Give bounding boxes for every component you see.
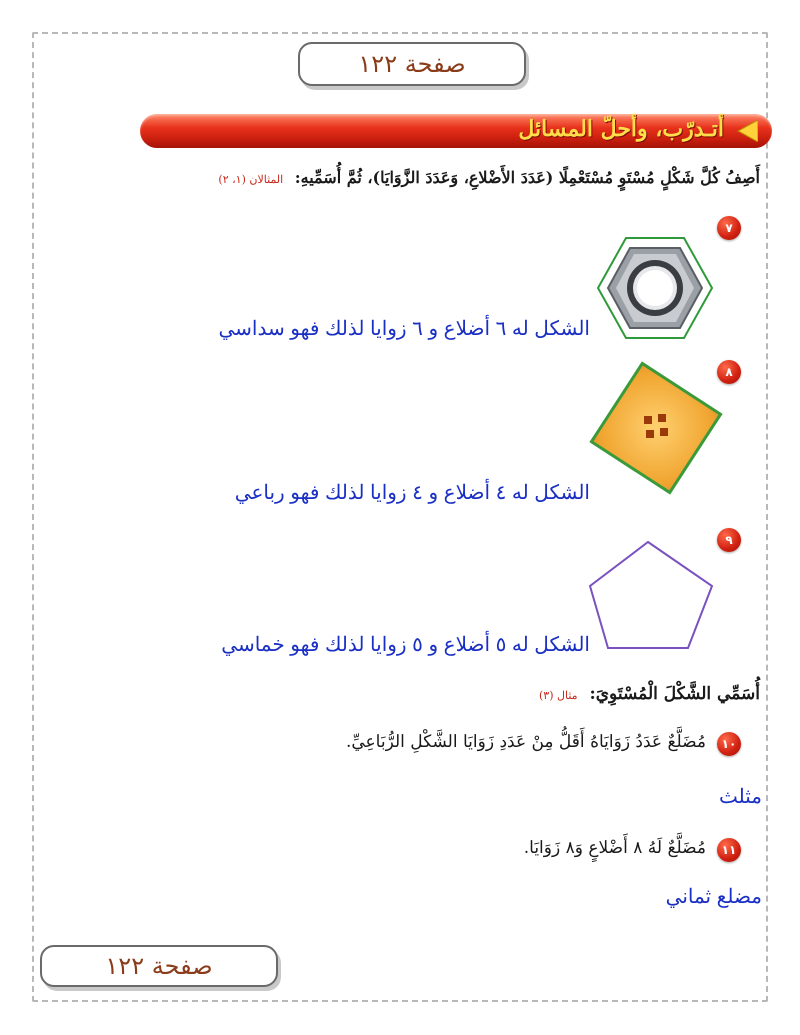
exercise-9-badge: ٩ [717, 528, 741, 552]
page-label-bottom: صفحة ١٢٢ [40, 945, 278, 987]
section-banner [140, 114, 772, 148]
question-11-answer: مضلع ثماني [665, 886, 762, 908]
exercise-9-answer: الشكل له ٥ أضلاع و ٥ زوايا لذلك فهو خماسي [221, 634, 590, 656]
name-section-heading [539, 684, 760, 704]
instruction-reference: المثالان (١، ٢) [218, 173, 284, 186]
name-section-title: أُسَمِّي الشَّكْلَ الْمُسْتَوِيَ: [589, 684, 760, 704]
instruction [40, 168, 760, 187]
question-11-badge: ١١ [717, 838, 741, 862]
question-10-text: مُضَلَّعٌ عَدَدُ زَوَايَاهُ أَقَلُّ مِنْ عَدَدِ زَوَايَا الشَّكْلِ الرُّبَاعِيِّ. [345, 732, 706, 752]
instruction-text: أَصِفُ كُلَّ شَكْلٍ مُسْتَوٍ مُسْتَعْمِلًا (عَدَدَ الأَضْلاعِ، وَعَدَدَ الزَّوَايَا)، ثُمَّ أُسَمِّيهِ: [294, 168, 760, 187]
name-section-reference: مثال (٣) [538, 689, 578, 702]
hex-nut-figure [596, 236, 714, 340]
exercise-7-answer: الشكل له ٦ أضلاع و ٦ زوايا لذلك فهو سداسي [218, 318, 590, 340]
page-label-top: صفحة ١٢٢ [298, 42, 526, 86]
pentagon-figure [588, 540, 718, 650]
question-11-text: مُضَلَّعٌ لَهُ ٨ أَضْلاعٍ وَ٨ زَوَايَا. [523, 838, 706, 858]
exercise-8-badge: ٨ [717, 360, 741, 384]
question-10-badge: ١٠ [717, 732, 741, 756]
section-title: أتـدرّب، وأحلّ المسائل [518, 116, 724, 142]
exercise-8-answer: الشكل له ٤ أضلاع و ٤ زوايا لذلك فهو رباعي [234, 482, 590, 504]
question-10-answer: مثلث [718, 786, 762, 808]
square-tile-figure [588, 360, 724, 496]
exercise-7-badge: ٧ [717, 216, 741, 240]
banner-arrow-icon [736, 120, 758, 142]
